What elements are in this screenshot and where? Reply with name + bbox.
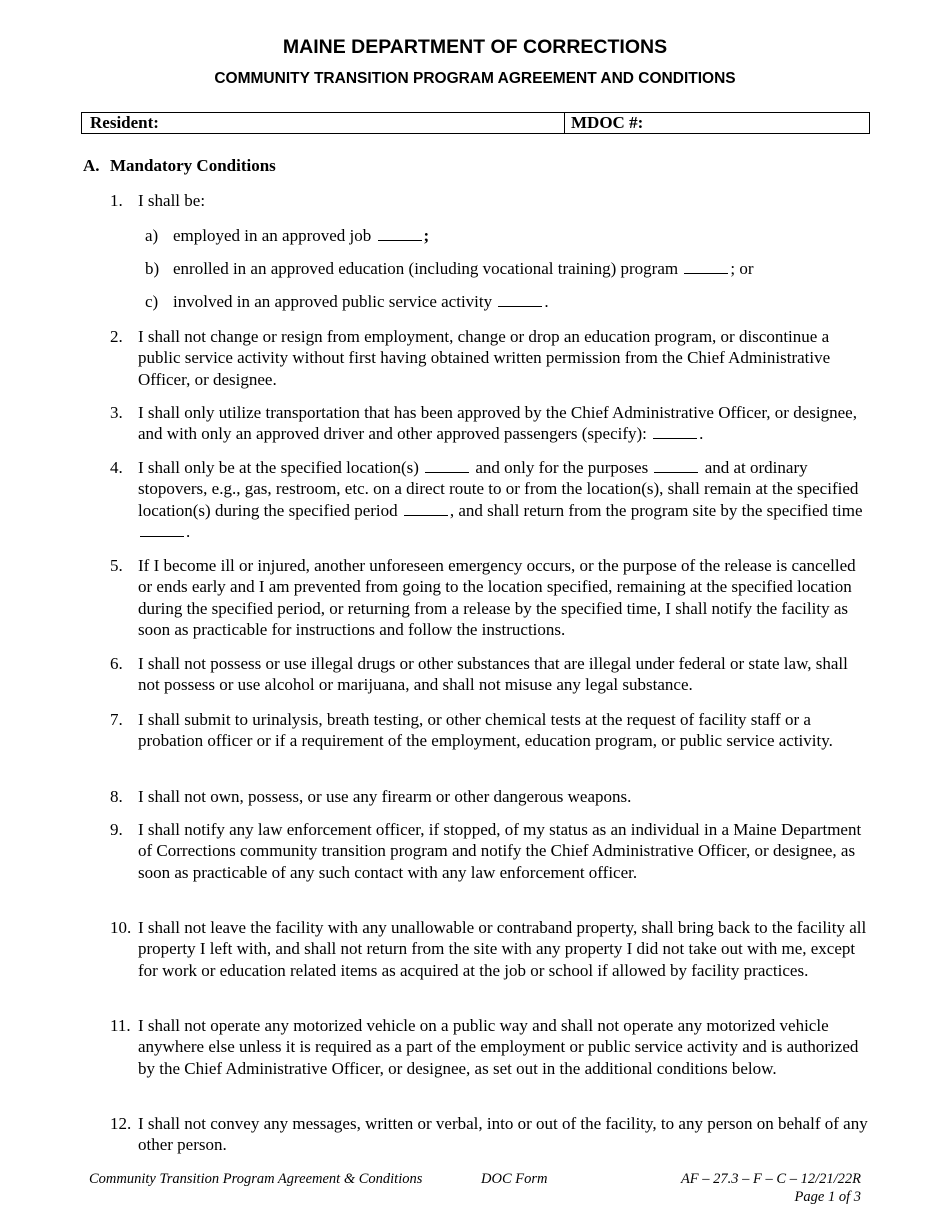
section-letter: A. [83, 156, 100, 175]
sub-condition-text: enrolled in an approved education (including vocational training) program [173, 259, 679, 278]
condition-1b [145, 258, 865, 279]
passengers-blank[interactable] [653, 424, 697, 439]
condition-number: 9. [110, 820, 123, 839]
condition-number: 12. [110, 1114, 132, 1133]
return-time-blank[interactable] [140, 522, 184, 537]
condition-5 [110, 555, 870, 641]
condition-text: I shall not convey any messages, written or verbal, into or out of the facility, to any person on behalf of any other person. [138, 1114, 868, 1155]
sub-condition-suffix: ; [423, 226, 430, 245]
footer-form-id: AF – 27.3 – F – C – 12/21/22R [680, 1171, 861, 1187]
sub-condition-letter: b) [145, 259, 160, 278]
condition-number: 6. [110, 654, 123, 673]
section-title: Mandatory Conditions [110, 156, 276, 175]
mdoc-label: MDOC #: [571, 113, 644, 132]
condition-7 [110, 709, 870, 752]
condition-text-part: I shall only be at the specified location(s) [138, 458, 419, 477]
condition-4 [110, 457, 870, 543]
condition-3 [110, 402, 870, 445]
footer-document-title: Community Transition Program Agreement & Conditions [89, 1171, 423, 1187]
condition-1c [145, 291, 865, 312]
condition-number: 4. [110, 458, 123, 477]
purpose-blank[interactable] [654, 458, 698, 473]
condition-text: I shall not change or resign from employment, change or drop an education program, or discontinue a public service activity without first having obtained written permission from the Chief Administrative Officer, or designee. [138, 327, 831, 389]
document-title: MAINE DEPARTMENT OF CORRECTIONS [282, 36, 668, 58]
education-program-blank[interactable] [684, 259, 728, 274]
condition-9 [110, 819, 870, 883]
condition-number: 10. [110, 918, 132, 937]
condition-6 [110, 653, 870, 696]
condition-text: I shall only utilize transportation that has been approved by the Chief Administrative Officer, or designee, and with only an approved driver and other approved passengers (specify): [138, 403, 857, 444]
condition-text-part: and only for the purposes [475, 458, 649, 477]
condition-text: I shall not operate any motorized vehicle on a public way and shall not operate any motorized vehicle anywhere else unless it is required as a part of the employment or public service activity and is authorized by the Chief Administrative Officer, or designee, as set out in the additional conditions below. [138, 1016, 859, 1078]
resident-label: Resident: [90, 113, 159, 132]
location-blank[interactable] [425, 458, 469, 473]
sub-condition-letter: c) [145, 292, 159, 311]
mdoc-number-field[interactable] [565, 113, 869, 133]
condition-number: 8. [110, 787, 123, 806]
condition-11 [110, 1015, 870, 1079]
resident-id-table [81, 112, 870, 134]
resident-field[interactable] [82, 113, 565, 133]
footer-form-type: DOC Form [481, 1171, 548, 1187]
condition-text: I shall notify any law enforcement officer, if stopped, of my status as an individual in a Maine Department of Corrections community transition program and notify the Chief Administrative Officer, or designee, as soon as practicable of any such contact with any law enforcement officer. [138, 820, 862, 882]
condition-number: 11. [110, 1016, 131, 1035]
job-blank[interactable] [378, 226, 422, 241]
condition-text: I shall submit to urinalysis, breath testing, or other chemical tests at the request of facility staff or a probation officer or if a requirement of the employment, education program, or public service activity. [138, 710, 833, 751]
condition-text-part: , and shall return from the program site by the specified time [449, 500, 863, 520]
condition-number: 3. [110, 403, 123, 422]
condition-10 [110, 917, 870, 981]
condition-2 [110, 326, 870, 390]
public-service-blank[interactable] [498, 292, 542, 307]
footer-page-number: Page 1 of 3 [794, 1189, 861, 1205]
condition-text: If I become ill or injured, another unforeseen emergency occurs, or the purpose of the release is cancelled or ends early and I am prevented from going to the location specified, remaining at the specified location during the specified period, or returning from a release by the specified time, I shall notify the facility as soon as practicable for instructions and follow the instructions. [138, 556, 856, 640]
condition-text: I shall not leave the facility with any unallowable or contraband property, shall bring back to the facility all property I left with, and shall not return from the site with any property I did not take out with me, except for work or education related items as acquired at the job or school if allowed by facility practices. [138, 918, 867, 980]
sub-condition-suffix: . [544, 292, 549, 311]
condition-suffix: . [699, 424, 704, 444]
sub-condition-text: involved in an approved public service activity [173, 292, 493, 311]
condition-number: 7. [110, 710, 123, 729]
footer-form-id-block [681, 1170, 861, 1206]
condition-text: I shall be: [138, 191, 206, 210]
condition-number: 1. [110, 191, 123, 210]
condition-text-part: and at ordinary stopovers, e.g., gas, restroom, etc. on a direct route to or from the location(s), shall remain at the specified location(s) during the specified period [138, 458, 859, 520]
condition-text: I shall not possess or use illegal drugs or other substances that are illegal under federal or state law, shall not possess or use alcohol or marijuana, and shall not misuse any legal substance. [138, 654, 848, 695]
document-subtitle: COMMUNITY TRANSITION PROGRAM AGREEMENT AND CONDITIONS [214, 70, 736, 87]
section-a-heading [83, 156, 276, 176]
condition-1 [110, 190, 870, 211]
sub-condition-letter: a) [145, 226, 159, 245]
sub-condition-suffix: ; or [730, 259, 754, 278]
period-blank[interactable] [404, 501, 448, 516]
condition-number: 5. [110, 556, 123, 575]
condition-text-part: . [186, 522, 191, 542]
condition-number: 2. [110, 327, 123, 346]
condition-1a [145, 225, 865, 246]
condition-12 [110, 1113, 870, 1156]
condition-text: I shall not own, possess, or use any firearm or other dangerous weapons. [138, 787, 632, 806]
sub-condition-text: employed in an approved job [173, 226, 372, 245]
condition-8 [110, 786, 870, 807]
